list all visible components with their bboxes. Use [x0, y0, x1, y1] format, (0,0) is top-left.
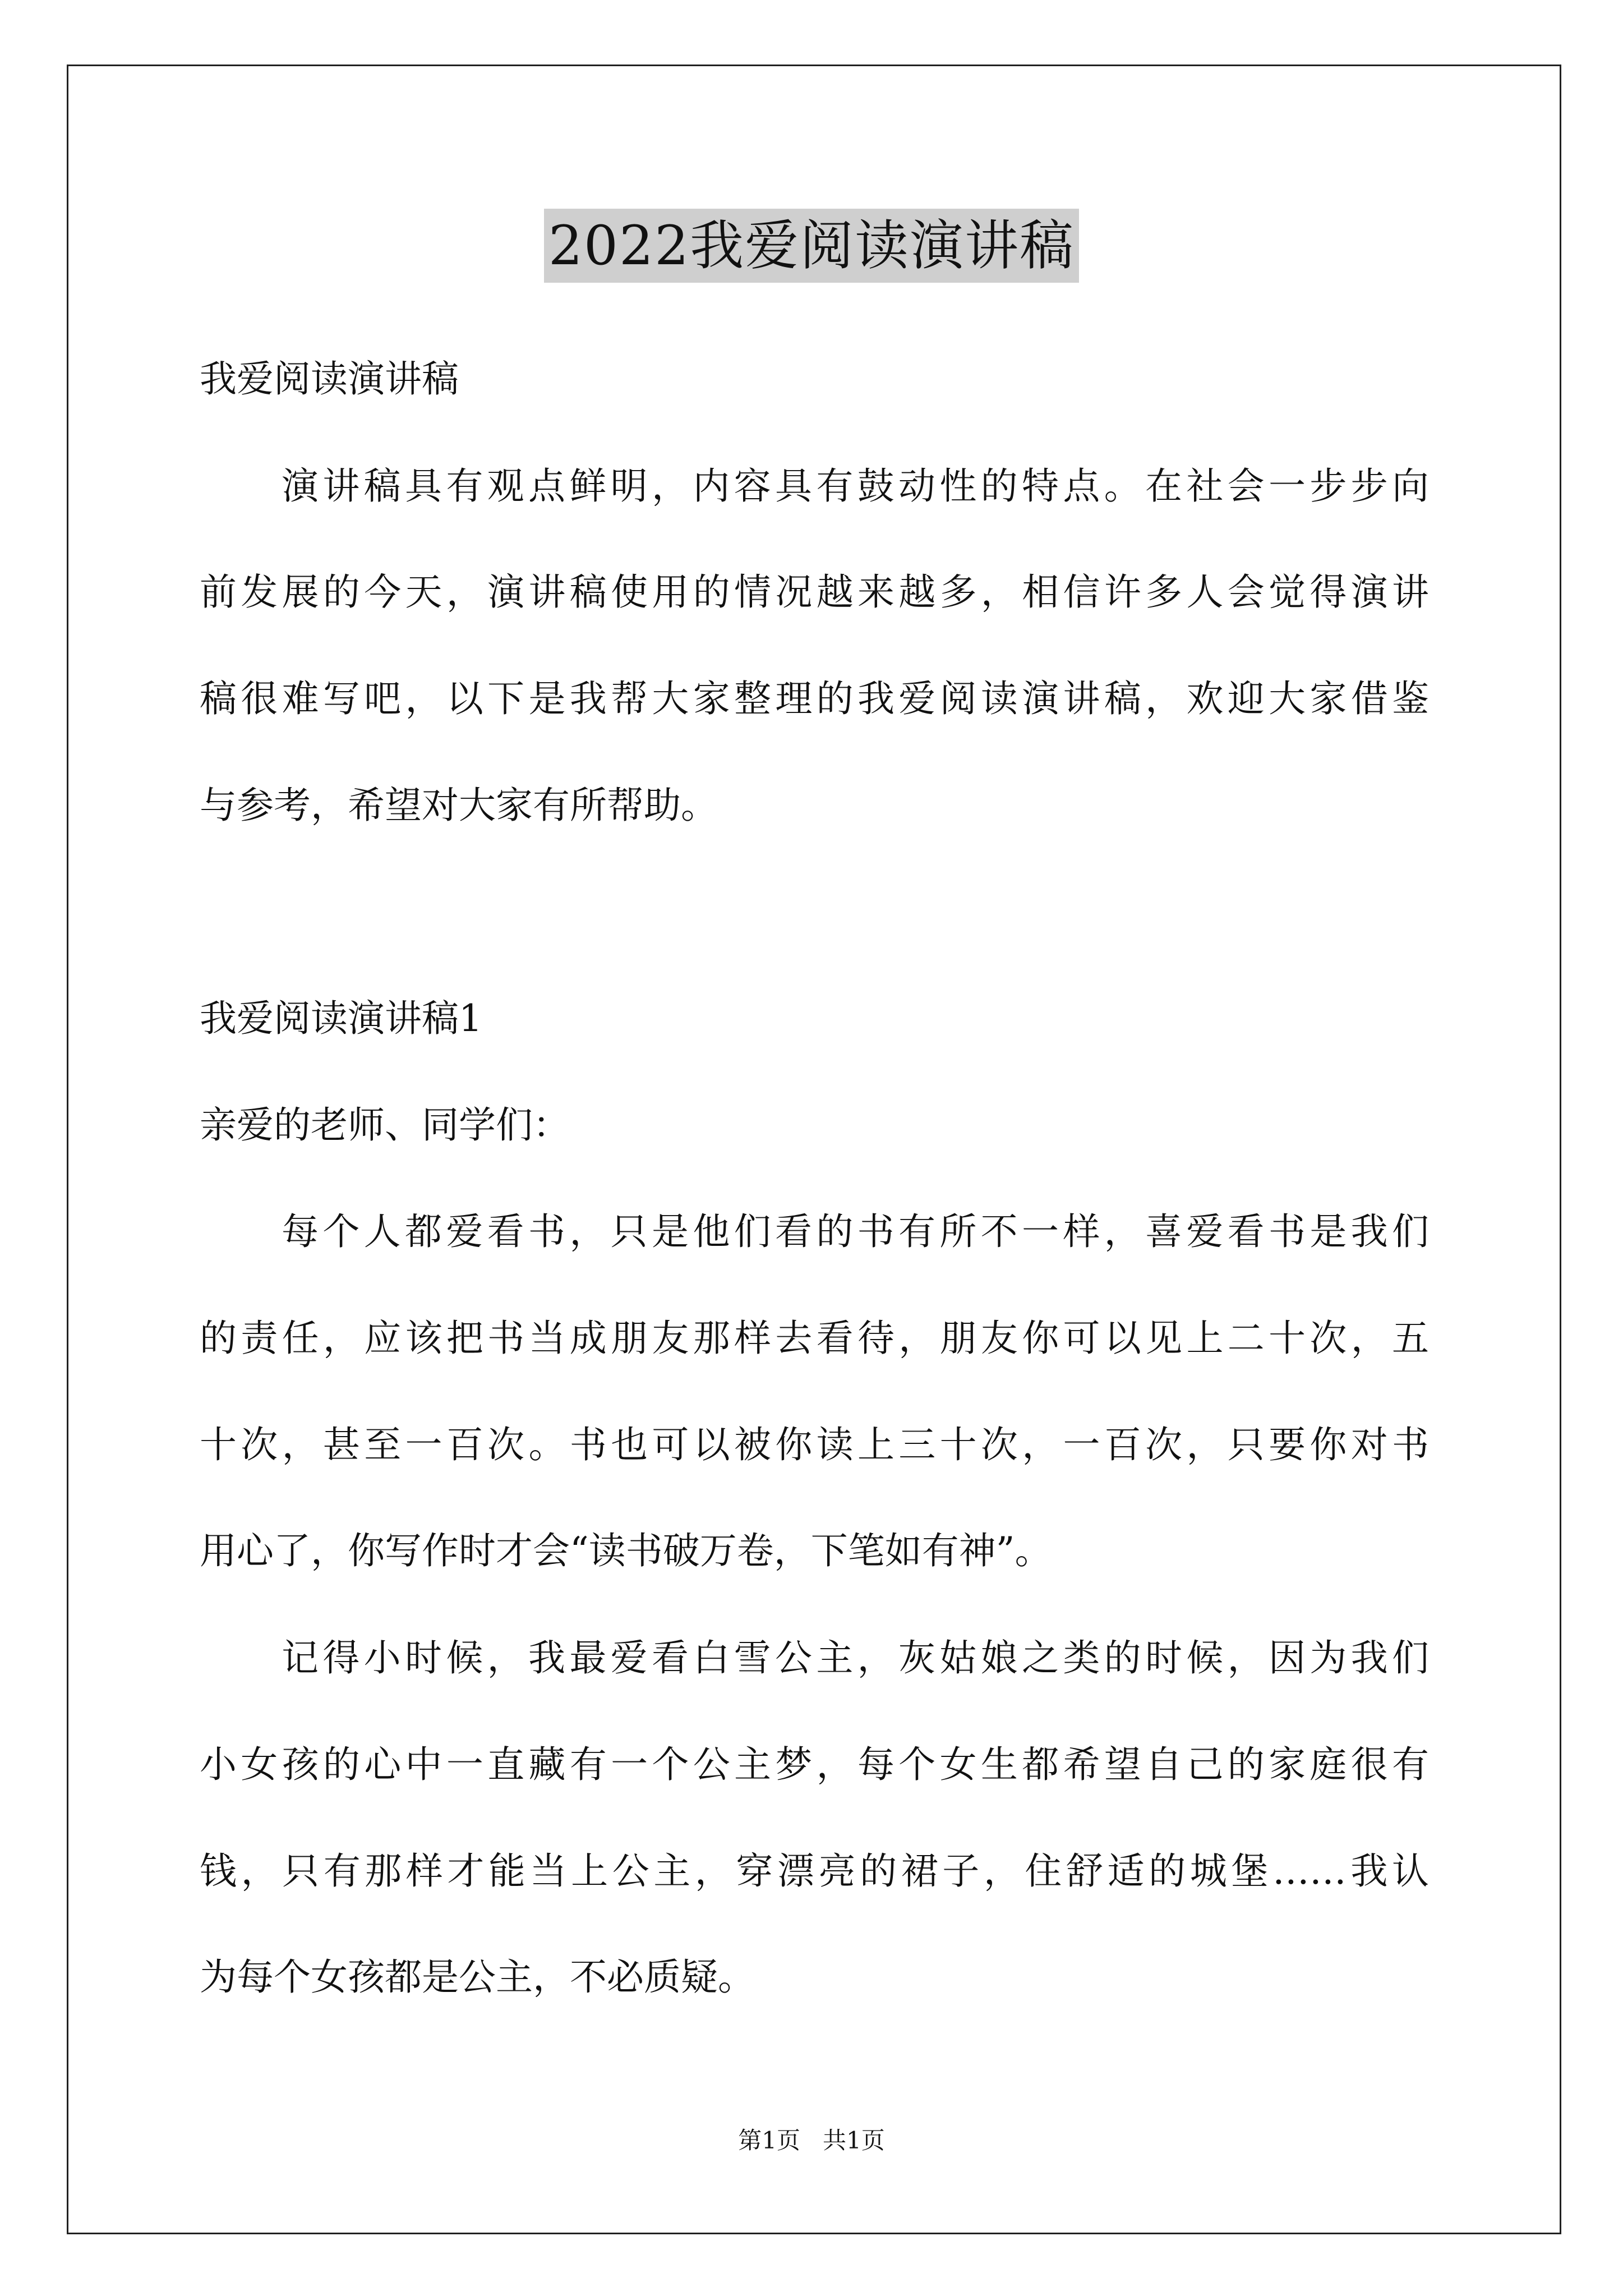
- paragraph2-line-2: 小女孩的心中一直藏有一个公主梦，每个女生都希望自己的家庭很有: [200, 1743, 1429, 1786]
- section-heading: 我爱阅读演讲稿1: [200, 997, 482, 1040]
- paragraph2-line-1: 记得小时候，我最爱看白雪公主，灰姑娘之类的时候，因为我们: [282, 1636, 1429, 1680]
- document-subtitle: 我爱阅读演讲稿: [200, 357, 459, 401]
- salutation: 亲爱的老师、同学们：: [200, 1103, 570, 1147]
- paragraph1-line-3: 十次，甚至一百次。书也可以被你读上三十次，一百次，只要你对书: [200, 1423, 1429, 1466]
- paragraph2-line-4: 为每个女孩都是公主，不必质疑。: [200, 1955, 755, 1999]
- intro-line-2: 前发展的今天，演讲稿使用的情况越来越多，相信许多人会觉得演讲: [200, 570, 1429, 614]
- intro-line-4: 与参考，希望对大家有所帮助。: [200, 784, 718, 827]
- document-title: 2022我爱阅读演讲稿: [544, 209, 1079, 283]
- paragraph1-line-4: 用心了，你写作时才会“读书破万卷，下笔如有神”。: [200, 1529, 1052, 1572]
- paragraph2-line-3: 钱，只有那样才能当上公主，穿漂亮的裙子，住舒适的城堡……我认: [200, 1849, 1429, 1893]
- title-container: [0, 209, 1623, 283]
- page-number-footer: 第1页 共1页: [738, 2127, 885, 2154]
- intro-line-3: 稿很难写吧，以下是我帮大家整理的我爱阅读演讲稿，欢迎大家借鉴: [200, 677, 1429, 720]
- paragraph1-line-1: 每个人都爱看书，只是他们看的书有所不一样，喜爱看书是我们: [282, 1210, 1429, 1253]
- paragraph1-line-2: 的责任，应该把书当成朋友那样去看待，朋友你可以见上二十次，五: [200, 1317, 1429, 1360]
- intro-line-1: 演讲稿具有观点鲜明，内容具有鼓动性的特点。在社会一步步向: [282, 464, 1429, 508]
